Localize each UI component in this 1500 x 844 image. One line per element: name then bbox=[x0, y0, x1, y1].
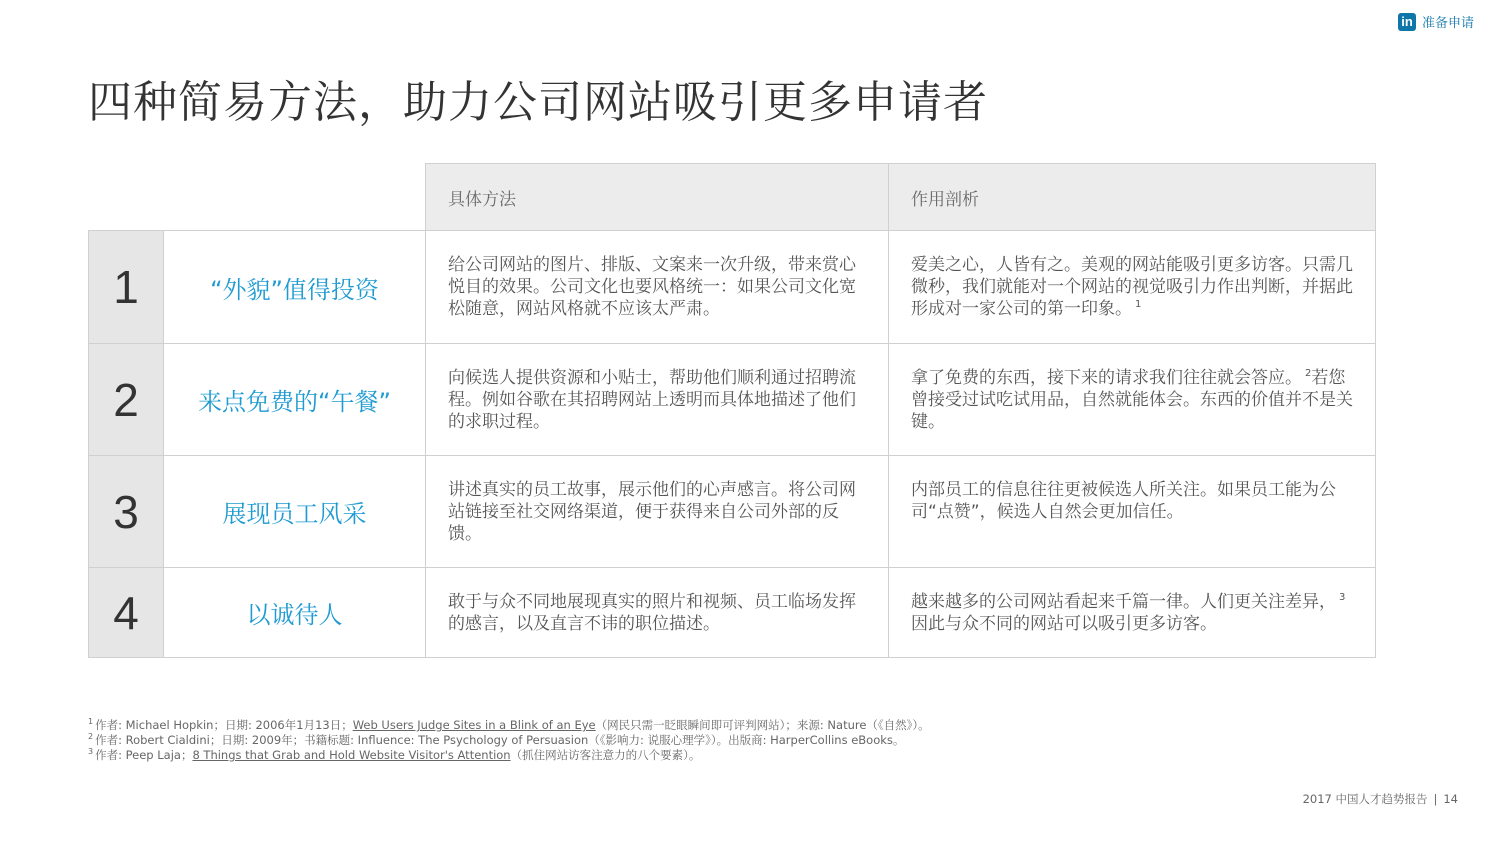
footnote-ref: 3 bbox=[1339, 592, 1346, 604]
table-header-blank bbox=[89, 164, 426, 231]
col-header-analysis: 作用剖析 bbox=[889, 164, 1376, 231]
footnote-text: 作者: Michael Hopkin；日期: 2006年1月13日； bbox=[95, 718, 353, 732]
report-title: 2017 中国人才趋势报告 bbox=[1302, 792, 1428, 806]
footnote-ref: 1 bbox=[1135, 299, 1142, 311]
prepare-apply-link[interactable]: 准备申请 bbox=[1421, 16, 1474, 31]
analysis-tail: 若您曾接受过试吃试用品，自然就能体会。东西的价值并不是关键。 bbox=[911, 368, 1353, 432]
row-method: 敢于与众不同地展现真实的照片和视频、员工临场发挥的感言，以及直言不讳的职位描述。 bbox=[426, 568, 889, 658]
page-footer bbox=[1303, 791, 1458, 807]
top-bar bbox=[1398, 12, 1474, 31]
footnote-2 bbox=[88, 733, 930, 748]
table-row bbox=[89, 231, 1376, 344]
analysis-text: 内部员工的信息往往更被候选人所关注。如果员工能为公司“点赞”，候选人自然会更加信任。 bbox=[911, 480, 1336, 522]
footnote-mark: 3 bbox=[88, 747, 94, 757]
row-label: “外貌”值得投资 bbox=[164, 231, 426, 344]
footnote-ref: 2 bbox=[1305, 368, 1312, 380]
analysis-text: 越来越多的公司网站看起来千篇一律。人们更关注差异， bbox=[911, 592, 1336, 612]
row-analysis bbox=[889, 456, 1376, 568]
footnote-3 bbox=[88, 748, 930, 763]
table-header-row bbox=[89, 164, 1376, 231]
page-number: 14 bbox=[1443, 792, 1458, 806]
footnote-text-post: （网民只需一眨眼瞬间即可评判网站）；来源: Nature（《自然》）。 bbox=[595, 718, 930, 732]
footnote-mark: 1 bbox=[88, 717, 94, 727]
footnotes bbox=[88, 718, 930, 763]
row-method: 讲述真实的员工故事，展示他们的心声感言。将公司网站链接至社交网络渠道，便于获得来自公司外部的反馈。 bbox=[426, 456, 889, 568]
analysis-text: 拿了免费的东西，接下来的请求我们往往就会答应。 bbox=[911, 368, 1302, 388]
table-row bbox=[89, 344, 1376, 456]
footnote-text: 作者: Peep Laja； bbox=[95, 748, 193, 762]
table-row bbox=[89, 456, 1376, 568]
row-analysis bbox=[889, 568, 1376, 658]
footnote-mark: 2 bbox=[88, 732, 94, 742]
analysis-text: 爱美之心，人皆有之。美观的网站能吸引更多访客。只需几微秒，我们就能对一个网站的视觉吸引力作出判断，并据此形成对一家公司的第一印象。 bbox=[911, 255, 1353, 319]
row-label: 展现员工风采 bbox=[164, 456, 426, 568]
footnote-text-post: （抓住网站访客注意力的八个要素）。 bbox=[510, 748, 701, 762]
row-number: 3 bbox=[89, 456, 164, 568]
footer-separator: | bbox=[1433, 792, 1438, 806]
row-number: 1 bbox=[89, 231, 164, 344]
row-number: 2 bbox=[89, 344, 164, 456]
col-header-method: 具体方法 bbox=[426, 164, 889, 231]
footnote-text: 作者: Robert Cialdini；日期: 2009年；书籍标题: Influence: The Psychology of Persuasion（《影响力: 说服心理学》）。出版商: HarperCollins eBooks。 bbox=[95, 733, 905, 747]
page-title: 四种简易方法，助力公司网站吸引更多申请者 bbox=[88, 77, 988, 128]
row-method: 向候选人提供资源和小贴士，帮助他们顺利通过招聘流程。例如谷歌在其招聘网站上透明而具体地描述了他们的求职过程。 bbox=[426, 344, 889, 456]
table-row bbox=[89, 568, 1376, 658]
row-label: 以诚待人 bbox=[164, 568, 426, 658]
linkedin-logo-icon[interactable]: in bbox=[1398, 13, 1416, 31]
analysis-tail: 因此与众不同的网站可以吸引更多访客。 bbox=[911, 614, 1217, 634]
methods-table bbox=[88, 163, 1376, 658]
row-number: 4 bbox=[89, 568, 164, 658]
row-label: 来点免费的“午餐” bbox=[164, 344, 426, 456]
footnote-link[interactable]: Web Users Judge Sites in a Blink of an Eye bbox=[352, 718, 596, 732]
footnote-link[interactable]: 8 Things that Grab and Hold Website Visitor's Attention bbox=[192, 748, 511, 762]
row-method: 给公司网站的图片、排版、文案来一次升级，带来赏心悦目的效果。公司文化也要风格统一：如果公司文化宽松随意，网站风格就不应该太严肃。 bbox=[426, 231, 889, 344]
footnote-1 bbox=[88, 718, 930, 733]
row-analysis bbox=[889, 231, 1376, 344]
row-analysis bbox=[889, 344, 1376, 456]
